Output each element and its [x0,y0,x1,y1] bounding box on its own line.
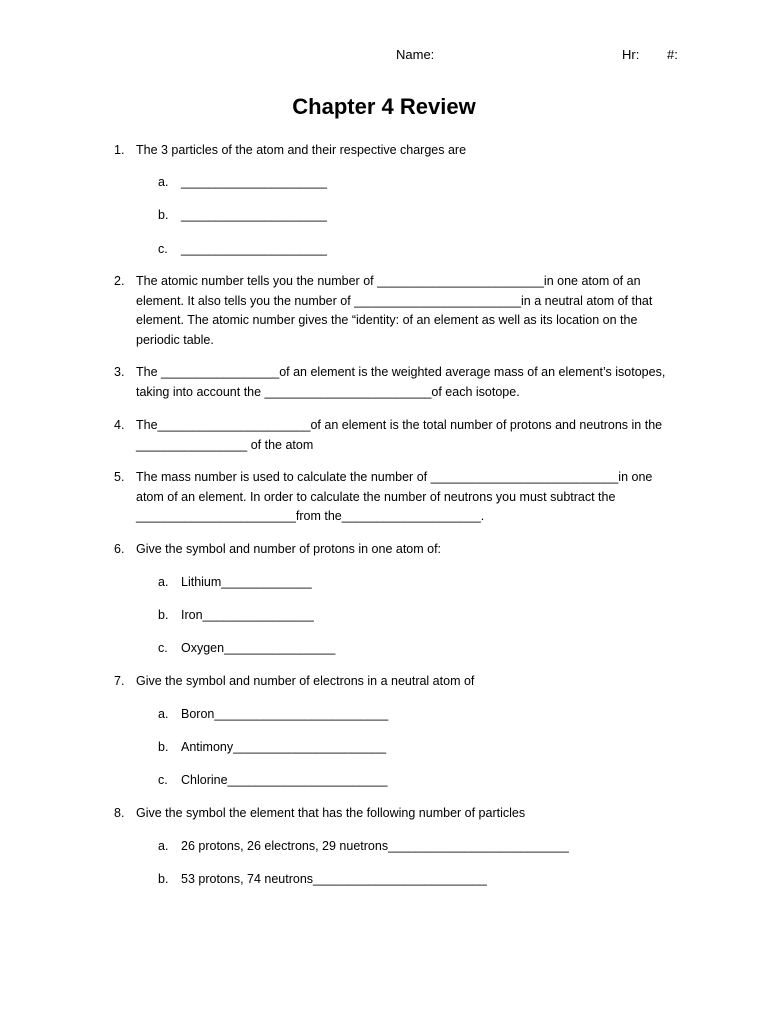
item-letter: a. [158,175,169,189]
name-label: Name: [396,47,435,62]
number-label: #: [667,47,678,62]
answer-item [158,738,386,757]
answer-blank: Antimony______________________ [181,740,387,754]
answer-blank: Oxygen________________ [181,641,336,655]
answer-item [158,837,569,856]
answer-item [158,705,388,724]
item-letter: c. [158,773,168,787]
header [0,47,768,65]
question-text: Give the symbol the element that has the following number of particles [136,806,526,820]
answer-item [158,573,312,592]
question-number: 5. [114,470,125,484]
item-letter: a. [158,575,169,589]
question-text: The 3 particles of the atom and their respective charges are [136,143,467,157]
question-number: 3. [114,365,125,379]
question-6 [114,540,674,560]
item-letter: b. [158,740,169,754]
answer-item [158,639,335,658]
answer-item [158,173,327,192]
item-letter: b. [158,208,169,222]
answer-item [158,771,387,790]
item-letter: b. [158,872,169,886]
answer-item [158,240,327,259]
answer-item [158,870,487,889]
question-3 [114,363,674,402]
question-text: Give the symbol and number of electrons in a neutral atom of [136,674,475,688]
question-number: 7. [114,674,125,688]
question-4 [114,416,674,455]
question-text: Give the symbol and number of protons in one atom of: [136,542,442,556]
question-1 [114,141,674,161]
item-letter: b. [158,608,169,622]
answer-blank: Chlorine_______________________ [181,773,388,787]
item-letter: c. [158,641,168,655]
question-2 [114,272,674,350]
item-letter: a. [158,839,169,853]
question-number: 6. [114,542,125,556]
answer-blank: Boron_________________________ [181,707,389,721]
question-text: The mass number is used to calculate the number of ___________________________in one atom of an element. In order to calculate the number of neutrons you must subtract the _______________________from the____________________. [136,470,656,524]
answer-blank: 53 protons, 74 neutrons_________________________ [181,872,487,886]
question-number: 8. [114,806,125,820]
answer-blank: _____________________ [181,175,327,189]
answer-blank: 26 protons, 26 electrons, 29 nuetrons__________________________ [181,839,569,853]
item-letter: a. [158,707,169,721]
question-text: The______________________of an element is the total number of protons and neutrons in the ________________ of the atom [136,418,666,452]
question-number: 2. [114,274,125,288]
question-8 [114,804,674,824]
question-number: 1. [114,143,125,157]
question-7 [114,672,674,692]
question-5 [114,468,674,527]
hr-label: Hr: [622,47,640,62]
answer-item [158,606,314,625]
question-text: The atomic number tells you the number of ________________________in one atom of an element. It also tells you the number of ________________________in a neutral atom of that element. The atomic number gives the “identity: of an element as well as its location on the periodic table. [136,274,656,347]
page-title: Chapter 4 Review [292,94,476,119]
answer-blank: Iron________________ [181,608,314,622]
answer-blank: Lithium_____________ [181,575,312,589]
answer-blank: _____________________ [181,208,327,222]
question-text: The _________________of an element is the weighted average mass of an element’s isotopes, taking into account the ________________________of each isotope. [136,365,669,399]
question-number: 4. [114,418,125,432]
answer-blank: _____________________ [181,242,327,256]
answer-item [158,206,327,225]
item-letter: c. [158,242,168,256]
